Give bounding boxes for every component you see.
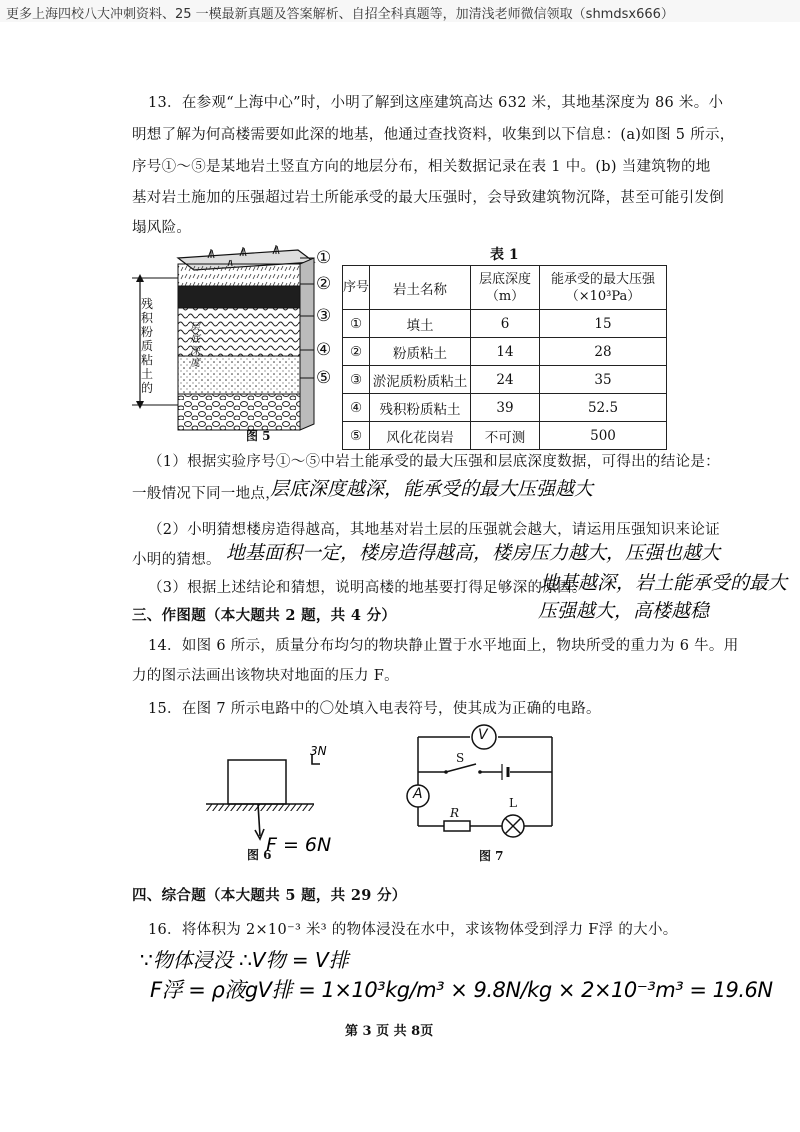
table1-cell: 粉质粘土 — [370, 338, 471, 366]
fig5-marker-4: ④ — [316, 340, 332, 360]
table1-cell: 28 — [540, 338, 667, 366]
table1-title: 表 1 — [490, 247, 519, 263]
q13-line-2: 明想了解为何高楼需要如此深的地基，他通过查找资料，收集到以下信息：(a)如图 5 所示， — [132, 127, 735, 143]
table1-cell: 14 — [471, 338, 540, 366]
ammeter-symbol: A — [413, 786, 423, 802]
fig5-side-label: 残积粉质粘土的 — [141, 297, 154, 395]
q13-sub3-handwritten-answer-2: 压强越大，高楼越稳 — [538, 600, 710, 622]
q13-line-4: 基对岩土施加的压强超过岩土所能承受的最大压强时，会导致建筑物沉降，甚至可能引发倒 — [132, 190, 724, 206]
table1-cell: 6 — [471, 310, 540, 338]
table1-cell: 35 — [540, 366, 667, 394]
table1-cell: ① — [343, 310, 370, 338]
q16-handwritten-given: ∵物体浸没 ∴V物 = V排 — [140, 948, 349, 972]
table1-cell: 残积粉质粘土 — [370, 394, 471, 422]
fig5-caption: 图 5 — [246, 429, 271, 443]
q13-sub1-line-2: 一般情况下同一地点， — [132, 486, 280, 502]
table1-cell: ② — [343, 338, 370, 366]
fig5-marker-3: ③ — [316, 306, 332, 326]
fig5-depth-label: 层底深度 — [190, 322, 200, 369]
table1-cell: 52.5 — [540, 394, 667, 422]
q13-sub2-line-1: （2）小明猜想楼房造得越高，其地基对岩土层的压强就会越大，请运用压强知识来论证 — [148, 522, 720, 538]
fig6-force-label: F = 6N — [266, 834, 332, 856]
page-number: 第 3 页 共 8页 — [345, 1024, 434, 1039]
table-row — [343, 366, 667, 394]
fig5-marker-1: ① — [316, 248, 332, 268]
table-row — [343, 338, 667, 366]
q14-line-2: 力的图示法画出该物块对地面的压力 F。 — [132, 668, 399, 684]
fig5-marker-5: ⑤ — [316, 368, 332, 388]
voltmeter-symbol: V — [478, 727, 488, 743]
table1-cell: ③ — [343, 366, 370, 394]
table1-cell: ⑤ — [343, 422, 370, 450]
table1-cell: 24 — [471, 366, 540, 394]
table1-cell: ④ — [343, 394, 370, 422]
table1-cell: 15 — [540, 310, 667, 338]
table1-header-pressure: 能承受的最大压强（×10³Pa） — [540, 266, 667, 310]
resistor-label: R — [450, 806, 460, 820]
q15-line-1: 15．在图 7 所示电路中的〇处填入电表符号，使其成为正确的电路。 — [148, 701, 601, 717]
table1-cell: 39 — [471, 394, 540, 422]
q13-line-3: 序号①～⑤是某地岩土竖直方向的地层分布，相关数据记录在表 1 中。(b) 当建筑物的地 — [132, 159, 711, 175]
switch-label: S — [456, 751, 465, 765]
table1-cell: 不可测 — [471, 422, 540, 450]
table-row — [343, 310, 667, 338]
q13-sub3-handwritten-answer-1: 地基越深，岩土能承受的最大 — [540, 572, 788, 594]
fig5-marker-2: ② — [316, 274, 332, 294]
q13-sub1-line-1: （1）根据实验序号①～⑤中岩土能承受的最大压强和层底深度数据，可得出的结论是： — [148, 454, 720, 470]
table1-cell: 淤泥质粉质粘土 — [370, 366, 471, 394]
fig6-caption: 图 6 — [247, 848, 272, 862]
q13-sub2-handwritten-answer: 地基面积一定，楼房造得越高，楼房压力越大，压强也越大 — [226, 542, 721, 564]
section-4-title: 四、综合题（本大题共 5 题，共 29 分） — [132, 887, 407, 904]
table1-cell: 500 — [540, 422, 667, 450]
table1-header-depth: 层底深度（m） — [471, 266, 540, 310]
top-banner-text: 更多上海四校八大冲刺资料、25 一模最新真题及答案解析、自招全科真题等，加清浅老师微信领取（shmdsx666） — [6, 7, 674, 22]
table-row — [343, 422, 667, 450]
fig7-caption: 图 7 — [479, 849, 504, 863]
table-1 — [342, 265, 667, 450]
lamp-label: L — [509, 796, 517, 810]
table1-cell: 填土 — [370, 310, 471, 338]
table1-cell: 风化花岗岩 — [370, 422, 471, 450]
table-row — [343, 394, 667, 422]
q16-line-1: 16．将体积为 2×10⁻³ 米³ 的物体浸没在水中，求该物体受到浮力 F浮 的大小。 — [148, 922, 678, 938]
fig6-scale-note: 3N — [310, 744, 327, 758]
q13-sub3-line-1: （3）根据上述结论和猜想，说明高楼的地基要打得足够深的原因。 — [148, 580, 587, 596]
q13-line-5: 塌风险。 — [132, 220, 192, 236]
q16-handwritten-solution: F浮 = ρ液gV排 = 1×10³kg/m³ × 9.8N/kg × 2×10⁻³m³ = 19.6N — [150, 978, 773, 1002]
table1-header-index: 序号 — [343, 266, 370, 310]
q13-sub1-handwritten-answer: 层底深度越深，能承受的最大压强越大 — [270, 478, 594, 500]
section-3-title: 三、作图题（本大题共 2 题，共 4 分） — [132, 607, 397, 624]
figure-5-strata — [128, 240, 344, 445]
q14-line-1: 14．如图 6 所示，质量分布均匀的物块静止置于水平地面上，物块所受的重力为 6 牛。用 — [148, 638, 739, 654]
q13-sub2-line-2: 小明的猜想。 — [132, 552, 221, 568]
table1-header-name: 岩土名称 — [370, 266, 471, 310]
q13-line-1: 13．在参观“上海中心”时，小明了解到这座建筑高达 632 米，其地基深度为 86 米。小 — [148, 95, 724, 111]
